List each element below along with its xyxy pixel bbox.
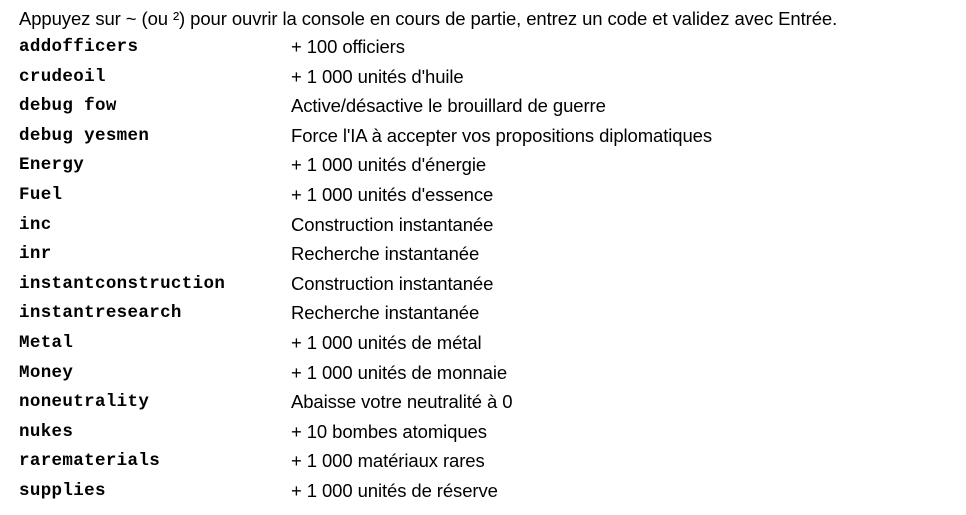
intro-text: Appuyez sur ~ (ou ²) pour ouvrir la console en cours de partie, entrez un code et validez avec Entrée.	[19, 8, 838, 29]
list-item	[0, 151, 966, 181]
cheat-code: Energy	[19, 155, 85, 176]
cheat-code: Money	[19, 362, 74, 383]
cheat-effect: Construction instantanée	[291, 213, 494, 235]
cheat-code: debug yesmen	[19, 125, 150, 146]
cheat-effect: Recherche instantanée	[291, 302, 480, 324]
cheat-effect: + 1 000 unités d'huile	[291, 65, 464, 87]
cheat-effect: Force l'IA à accepter vos propositions diplomatiques	[291, 124, 712, 146]
cheat-code: debug fow	[19, 96, 117, 117]
cheat-effect: + 1 000 unités d'énergie	[291, 154, 487, 176]
cheat-effect: + 1 000 unités d'essence	[291, 183, 494, 205]
list-item	[0, 63, 966, 93]
cheat-effect: + 1 000 unités de réserve	[291, 479, 498, 501]
list-item	[0, 299, 966, 329]
cheat-effect: Construction instantanée	[291, 272, 494, 294]
cheat-code: rarematerials	[19, 451, 161, 472]
list-item	[0, 122, 966, 152]
list-item	[0, 329, 966, 359]
cheat-code-list	[0, 33, 966, 507]
cheat-code: addofficers	[19, 37, 139, 57]
cheat-code: supplies	[19, 480, 106, 501]
list-item	[0, 359, 966, 389]
cheat-code: inc	[19, 214, 52, 235]
cheat-code: nukes	[19, 421, 74, 442]
list-item	[0, 240, 966, 270]
cheat-code: Fuel	[19, 184, 63, 205]
list-item	[0, 33, 966, 63]
cheat-effect: + 10 bombes atomiques	[291, 420, 487, 442]
list-item	[0, 477, 966, 507]
cheat-effect: + 1 000 unités de monnaie	[291, 361, 508, 383]
cheat-effect: + 1 000 unités de métal	[291, 331, 482, 353]
list-item	[0, 270, 966, 300]
cheat-effect: + 100 officiers	[291, 36, 405, 57]
cheat-code: inr	[19, 244, 52, 265]
list-item	[0, 92, 966, 122]
cheat-code: instantresearch	[19, 303, 182, 324]
cheat-code: instantconstruction	[19, 273, 226, 294]
cheat-effect: Recherche instantanée	[291, 243, 480, 265]
cheat-effect: + 1 000 matériaux rares	[291, 450, 485, 472]
cheat-code: Metal	[19, 332, 74, 353]
list-item	[0, 447, 966, 477]
cheat-code: noneutrality	[19, 392, 150, 413]
list-item	[0, 211, 966, 241]
list-item	[0, 418, 966, 448]
list-item	[0, 181, 966, 211]
cheat-effect: Active/désactive le brouillard de guerre	[291, 95, 606, 117]
list-item	[0, 388, 966, 418]
cheat-code: crudeoil	[19, 66, 106, 87]
cheat-effect: Abaisse votre neutralité à 0	[291, 391, 513, 413]
